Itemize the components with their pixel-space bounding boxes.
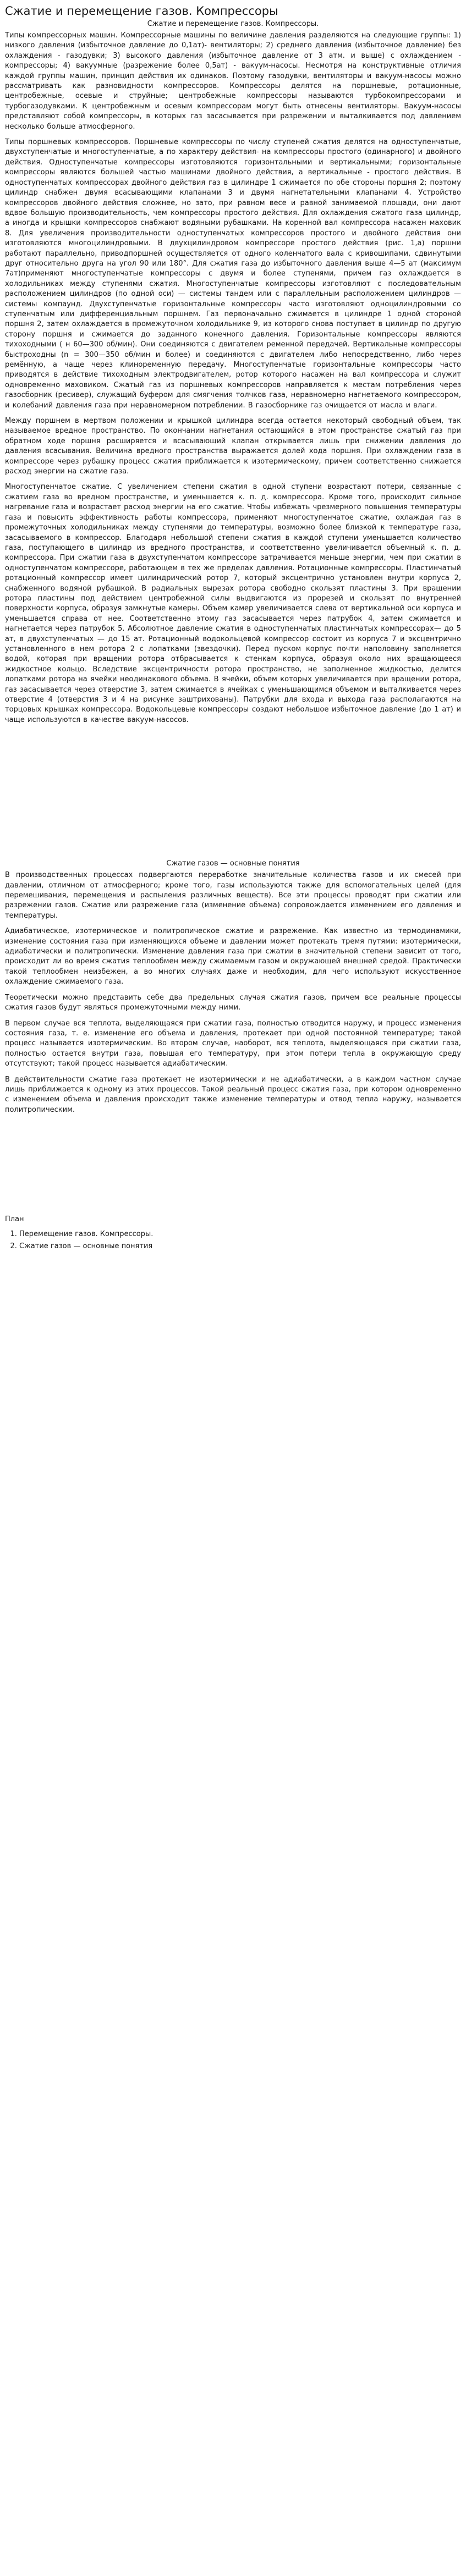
plan-list — [5, 1228, 461, 1253]
paragraph: В действительности сжатие газа протекает не изотермически и не адиабатически, а в каждом частном случае лишь приближается к одному из этих процессов. Такой реальный процесс сжатия газа, при котором одновременно с изменением объема и давления происходит также изменение температуры и отвод тепла наружу, называется политропическим. — [5, 1075, 461, 1114]
paragraph: Типы поршневых компрессоров. Поршневые компрессоры по числу ступеней сжатия делятся на одноступенчатые, двухступенчатые и многоступенчатые, а по характеру действия- на компрессоры простого (одинарного) и двойного действия. Одноступенчатые компрессоры изготовляются горизонтальными и вертикальными; горизонтальные компрессоры являются большей частью машинами двойного действия, а вертикальные - простого действия. В одноступенчатых компрессорах двойного действия газ в цилиндре 1 сжимается по обе стороны поршня 2; поэтому цилиндр снабжен двумя всасывающими клапанами 3 и двумя нагнетательными клапанами 4. Устройство компрессоров двойного действия сложнее, но зато, при равном весе и равной занимаемой площади, они дают вдвое большую производительность, чем компрессоры простого действия. Для охлаждения сжатого газа цилиндр, а иногда и крышки компрессоров снабжают водяными рубашками. На коренной вал компрессора насажен маховик 8. Для увеличения производительности одноступенчатых компрессоров простого и двойного действия они изготовляются многоцилиндровыми. В двухцилиндровом компрессоре простого действия (рис. 1,а) поршни работают параллельно, приводпоршней осуществляется от одного коленчатого вала с кривошипами, сдвинутыми друг относительно друга на угол 90 или 180°. Для сжатия газа до избыточного давления выше 4—5 ат (максимум 7ат)применяют многоступенчатые компрессоры с двумя и более ступенями, причем газ охлаждается в холодильниках между ступенями сжатия. Многоступенчатые компрессоры изготовляют с последовательным расположением цилиндров (по одной оси) — системы тандем или с параллельным расположением цилиндров — системы компаунд. Двухступенчатые горизонтальные компрессоры часто изготовляют одноцилиндровыми со ступенчатым или дифференциальным поршнем. Газ первоначально сжимается в цилиндре 1 одной стороной поршня 2, затем охлаждается в промежуточном холодильнике 9, из которого снова поступает в цилиндр по другую сторону поршня и сжимается до заданного конечного давления. Горизонтальные компрессоры являются тихоходными ( н 60—300 об/мин). Они соединяются с двигателем ременной передачей. Вертикальные компрессоры быстроходны (n = 300—350 об/мин и более) и соединяются с двигателем либо непосредственно, либо через ремённую, а чаще через клиноременную передачу. Многоступенчатые горизонтальные компрессоры часто приводятся в действие тихоходным электродвигателем, ротор которого насажен на вал компрессора и служит одновременно маховиком. Сжатый газ из поршневых компрессоров направляется к местам потребления через газосборник (ресивер), служащий буфером для смягчения толчков газа, неравномерно нагнетаемого компрессором, и колебаний давления газа при неравномерном потреблении. В газосборнике газ очищается от масла и влаги. — [5, 138, 461, 410]
paragraph: Адиабатическое, изотермическое и политропическое сжатие и разрежение. Как известно из термодинамики, изменение состояния газа при изменяющихся объеме и давлении может протекать тремя путями: изотермически, адиабатически и политропически. Изменение давления газа при сжатии в значительной степени зависит от того, происходит ли во время сжатия теплообмен между сжимаемым газом и окружающей внешней средой. Практически такой теплообмен неизбежен, а во многих случаях даже и необходим, для чего используют искусственное охлаждение сжимаемого газа. — [5, 927, 461, 986]
paragraph: В производственных процессах подвергаются переработке значительные количества газов и их смесей при давлении, отличном от атмосферного; кроме того, газы используются также для вспомогательных целей (для перемешивания, перемещения и распыления различных веществ). Все эти процессы проводят при сжатии или разрежении газов. Сжатие или разрежение газа (изменение объема) сопровождается изменением его давления и температуры. — [5, 871, 461, 920]
section-heading: Сжатие и перемещение газов. Компрессоры. — [147, 20, 319, 28]
paragraph: Теоретически можно представить себе два предельных случая сжатия газов, причем все реальные процессы сжатия газов будут являться промежуточными между ними. — [5, 993, 461, 1012]
paragraph: В первом случае вся теплота, выделяющаяся при сжатии газа, полностью отводится наружу, и процесс изменения состояния газа, т. е. изменение его объема и давления, протекает при одной постоянной температуре; такой процесс называется изотермическим. Во втором случае, наоборот, вся теплота, выделяющаяся при сжатии газа, полностью остается внутри газа, повышая его температуру, при этом потери тепла в окружающую среду отсутствуют; такой процесс называется адиабатическим. — [5, 1019, 461, 1068]
section-compressors — [5, 19, 461, 725]
paragraph: Между поршнем в мертвом положении и крышкой цилиндра всегда остается некоторый свободный объем, так называемое вредное пространство. По окончании нагнетания остающийся в этом пространстве сжатый газ при обратном ходе поршня расширяется и всасывающий клапан открывается лишь при снижении давления до давления всасывания. Величина вредного пространства выражается долей хода поршня. При охлаждении газа в компрессоре через рубашку процесс сжатия приближается к изотермическому, причем соответственно снижается расход энергии на сжатие газа. — [5, 417, 461, 476]
section-heading: Сжатие газов — основные понятия — [166, 859, 300, 868]
blank-space — [5, 731, 461, 858]
plan-title: План — [5, 1215, 24, 1224]
section-gas-compression-basics — [5, 858, 461, 1115]
plan-item: 2. Сжатие газов — основные понятия — [19, 1240, 461, 1253]
page-title: Сжатие и перемещение газов. Компрессоры — [5, 4, 278, 18]
blank-space — [5, 1121, 461, 1214]
document — [0, 0, 466, 1253]
plan-item: 1. Перемещение газов. Компрессоры. — [19, 1228, 461, 1240]
paragraph: Типы компрессорных машин. Компрессорные машины по величине давления разделяются на следующие группы: 1) низкого давления (избыточное давление до 0,1ат)- вентиляторы; 2) среднего давления (избыточное давление) без охлаждения - газодувки; 3) высокого давления (избыточное давление от 3 атм. и выше) с охлаждением - компрессоры; 4) вакуумные (разрежение более 0,5ат) - вакуум-насосы. Несмотря на конструктивные отличия каждой группы машин, принцип действия их одинаков. Поэтому газодувки, вентиляторы и вакуум-насосы можно рассматривать как разновидности компрессоров. Компрессоры делятся на поршневые, ротационные, центробежные, осевые и струйные; центробежные компрессоры называются турбокомпрессорами и турбогазодувками. К центробежным и осевым компрессорам могут быть отнесены вентиляторы. Вакуум-насосы представляют собой компрессоры, в которых газ засасывается при разрежении и выталкивается под давлением несколько больше атмосферного. — [5, 31, 461, 131]
paragraph: Многоступенчатое сжатие. С увеличением степени сжатия в одной ступени возрастают потери, связанные с сжатием газа во вредном пространстве, и уменьшается к. п. д. компрессора. Кроме того, происходит сильное нагревание газа и возрастает расход энергии на его сжатие. Чтобы избежать чрезмерного повышения температуры газа и повысить эффективность работы компрессора, применяют многоступенчатое сжатие, охлаждая газ в промежуточных холодильниках между ступенями до температуры, возможно более близкой к температуре газа, засасываемого в компрессор. Благодаря небольшой степени сжатия в каждой ступени уменьшается количество газа, поступающего в цилиндр из вредного пространства, и соответственно увеличивается объемный к. п. д. компрессора. При сжатии газа в двухступенчатом компрессоре затрачивается меньше энергии, чем при сжатии в одноступенчатом компрессоре, работающем в тех же пределах давления. Ротационные компрессоры. Пластинчатый ротационный компрессор имеет цилиндрический ротор 7, который эксцентрично установлен внутри корпуса 2, снабженного водяной рубашкой. В радиальных вырезах ротора свободно скользят пластины 3. При вращении ротора пластины под действием центробежной силы выдвигаются из прорезей и скользят по внутренней поверхности корпуса, образуя замкнутые камеры. Объем камер увеличивается слева от вертикальной оси корпуса и уменьшается справа от нее. Соответственно этому газ засасывается через патрубок 4, затем сжимается и нагнетается через патрубок 5. Абсолютное давление сжатия в одноступенчатых пластинчатых компрессорах— до 5 ат, в двухступенчатых — до 15 ат. Ротационный водокольцевой компрессор состоит из корпуса 7 и эксцентрично установленного в нем ротора 2 с лопатками (звездочки). Перед пуском корпус почти наполовину заполняется водой, которая при вращении ротора отбрасывается к стенкам корпуса, образуя около них вращающееся жидкостное кольцо. Вследствие эксцентричности ротора пространство, не заполненное жидкостью, делится лопатками ротора на ячейки неодинакового объема. В ячейки, объем которых увеличивается при вращении ротора, газ засасывается через отверстие 3, затем сжимается в ячейках с уменьшающимся объемом и выталкивается через отверстие 4 (отверстия 3 и 4 на рисунке заштрихованы). Патрубки для входа и выхода газа располагаются на торцовых крышках компрессора. Водокольцевые компрессоры создают небольшое избыточное давление (до 1 ат) и чаще используются в качестве вакуум-насосов. — [5, 483, 461, 724]
plan-section — [5, 1214, 461, 1253]
